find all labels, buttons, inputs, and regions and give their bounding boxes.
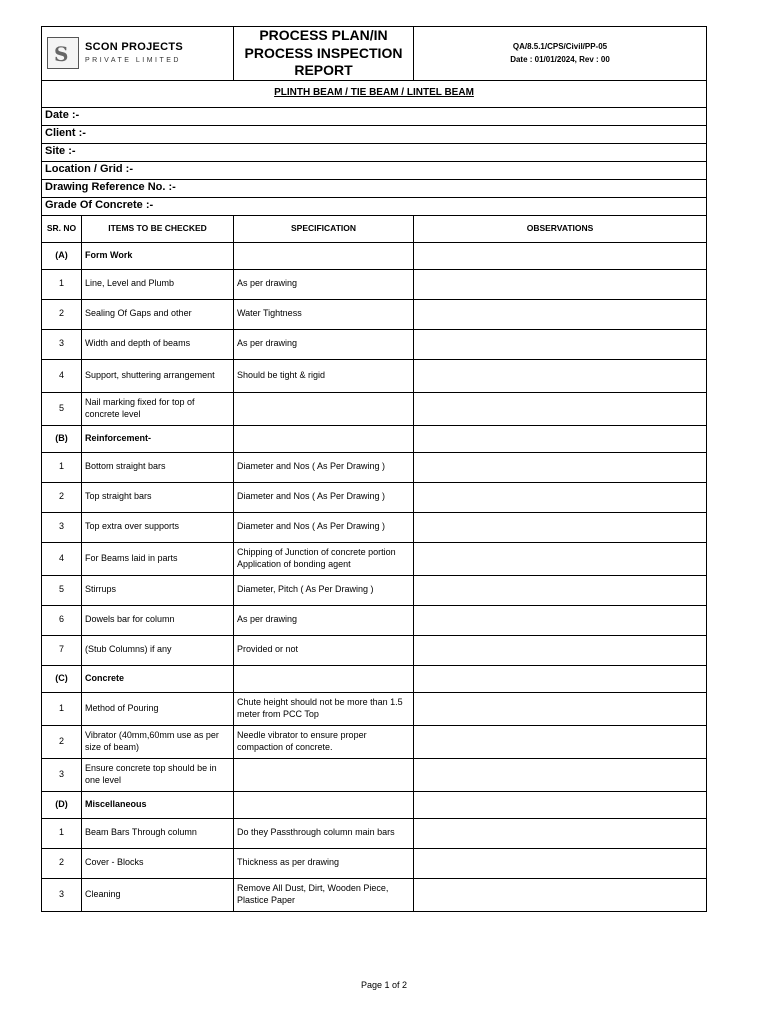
row-item: Vibrator (40mm,60mm use as per size of beam) <box>82 725 234 758</box>
section-row <box>42 791 707 818</box>
table-row <box>42 692 707 725</box>
section-row <box>42 425 707 452</box>
row-observation-field[interactable] <box>414 818 707 848</box>
row-sr-no: 1 <box>42 452 82 482</box>
field-label[interactable]: Grade Of Concrete :- <box>42 197 707 215</box>
row-specification: Should be tight & rigid <box>234 359 414 392</box>
sr-no-header: SR. NO <box>42 215 82 242</box>
row-specification: Water Tightness <box>234 299 414 329</box>
table-row <box>42 575 707 605</box>
table-row <box>42 605 707 635</box>
row-sr-no: 5 <box>42 392 82 425</box>
row-sr-no: 2 <box>42 848 82 878</box>
table-row <box>42 512 707 542</box>
row-sr-no: 3 <box>42 329 82 359</box>
row-item: Bottom straight bars <box>82 452 234 482</box>
row-specification <box>234 758 414 791</box>
row-observation-field[interactable] <box>414 635 707 665</box>
section-observation-blank <box>414 242 707 269</box>
document-date-rev: Date : 01/01/2024, Rev : 00 <box>510 54 610 64</box>
table-row <box>42 392 707 425</box>
row-observation-field[interactable] <box>414 452 707 482</box>
section-observation-blank <box>414 665 707 692</box>
row-item: (Stub Columns) if any <box>82 635 234 665</box>
row-observation-field[interactable] <box>414 878 707 911</box>
field-label[interactable]: Date :- <box>42 107 707 125</box>
row-sr-no: 3 <box>42 758 82 791</box>
items-header: ITEMS TO BE CHECKED <box>82 215 234 242</box>
company-subtitle: PRIVATE LIMITED <box>85 56 181 64</box>
field-label[interactable]: Location / Grid :- <box>42 161 707 179</box>
row-item: Dowels bar for column <box>82 605 234 635</box>
table-row <box>42 359 707 392</box>
row-sr-no: 5 <box>42 575 82 605</box>
field-row <box>42 125 707 143</box>
table-row <box>42 848 707 878</box>
section-title: Form Work <box>82 242 234 269</box>
row-observation-field[interactable] <box>414 575 707 605</box>
row-observation-field[interactable] <box>414 692 707 725</box>
company-logo-icon: S <box>47 37 79 69</box>
row-observation-field[interactable] <box>414 542 707 575</box>
row-specification: Provided or not <box>234 635 414 665</box>
table-row <box>42 299 707 329</box>
section-title: Reinforcement- <box>82 425 234 452</box>
row-item: Support, shuttering arrangement <box>82 359 234 392</box>
section-title: Miscellaneous <box>82 791 234 818</box>
row-sr-no: 1 <box>42 692 82 725</box>
field-label[interactable]: Drawing Reference No. :- <box>42 179 707 197</box>
row-sr-no: 1 <box>42 269 82 299</box>
row-observation-field[interactable] <box>414 848 707 878</box>
row-item: Ensure concrete top should be in one level <box>82 758 234 791</box>
inspection-report-page <box>41 26 706 912</box>
table-row <box>42 878 707 911</box>
table-row <box>42 482 707 512</box>
row-specification: Remove All Dust, Dirt, Wooden Piece, Plastice Paper <box>234 878 414 911</box>
row-specification: Chute height should not be more than 1.5 meter from PCC Top <box>234 692 414 725</box>
row-observation-field[interactable] <box>414 329 707 359</box>
section-label: (B) <box>42 425 82 452</box>
row-observation-field[interactable] <box>414 512 707 542</box>
row-observation-field[interactable] <box>414 482 707 512</box>
report-table <box>41 26 707 912</box>
row-specification: As per drawing <box>234 605 414 635</box>
row-sr-no: 1 <box>42 818 82 848</box>
field-row <box>42 179 707 197</box>
section-row <box>42 665 707 692</box>
section-spec-blank <box>234 791 414 818</box>
row-sr-no: 3 <box>42 878 82 911</box>
table-row <box>42 542 707 575</box>
observations-header: OBSERVATIONS <box>414 215 707 242</box>
section-spec-blank <box>234 425 414 452</box>
row-item: For Beams laid in parts <box>82 542 234 575</box>
document-code: QA/8.5.1/CPS/Civil/PP-05 <box>512 41 608 51</box>
row-sr-no: 6 <box>42 605 82 635</box>
row-sr-no: 2 <box>42 725 82 758</box>
row-item: Top extra over supports <box>82 512 234 542</box>
table-row <box>42 452 707 482</box>
table-row <box>42 725 707 758</box>
company-name: SCON PROJECTS <box>85 41 184 53</box>
report-title: PROCESS PLAN/IN PROCESS INSPECTION REPORT <box>234 27 414 81</box>
row-specification <box>234 392 414 425</box>
table-row <box>42 269 707 299</box>
row-specification: Diameter and Nos ( As Per Drawing ) <box>234 482 414 512</box>
row-item: Sealing Of Gaps and other <box>82 299 234 329</box>
company-logo-cell <box>42 27 234 81</box>
page-number: Page 1 of 2 <box>360 980 408 990</box>
column-header-row <box>42 215 707 242</box>
field-row <box>42 197 707 215</box>
field-label[interactable]: Client :- <box>42 125 707 143</box>
subtitle-row <box>42 80 707 107</box>
section-observation-blank <box>414 791 707 818</box>
row-item: Method of Pouring <box>82 692 234 725</box>
row-sr-no: 3 <box>42 512 82 542</box>
section-spec-blank <box>234 665 414 692</box>
section-title: Concrete <box>82 665 234 692</box>
specification-header: SPECIFICATION <box>234 215 414 242</box>
row-sr-no: 4 <box>42 359 82 392</box>
header-row <box>42 27 707 81</box>
row-observation-field[interactable] <box>414 299 707 329</box>
row-specification: Needle vibrator to ensure proper compaction of concrete. <box>234 725 414 758</box>
row-specification: Do they Passthrough column main bars <box>234 818 414 848</box>
report-subtitle: PLINTH BEAM / TIE BEAM / LINTEL BEAM <box>42 80 707 107</box>
row-specification: Chipping of Junction of concrete portion Application of bonding agent <box>234 542 414 575</box>
row-specification: Diameter, Pitch ( As Per Drawing ) <box>234 575 414 605</box>
row-item: Cover - Blocks <box>82 848 234 878</box>
section-label: (A) <box>42 242 82 269</box>
row-specification: Thickness as per drawing <box>234 848 414 878</box>
row-observation-field[interactable] <box>414 359 707 392</box>
row-sr-no: 7 <box>42 635 82 665</box>
row-item: Beam Bars Through column <box>82 818 234 848</box>
section-observation-blank <box>414 425 707 452</box>
row-sr-no: 4 <box>42 542 82 575</box>
row-item: Stirrups <box>82 575 234 605</box>
field-label[interactable]: Site :- <box>42 143 707 161</box>
table-row <box>42 818 707 848</box>
row-item: Line, Level and Plumb <box>82 269 234 299</box>
row-sr-no: 2 <box>42 299 82 329</box>
section-row <box>42 242 707 269</box>
row-observation-field[interactable] <box>414 758 707 791</box>
section-spec-blank <box>234 242 414 269</box>
document-reference <box>414 27 707 81</box>
row-item: Top straight bars <box>82 482 234 512</box>
row-specification: As per drawing <box>234 329 414 359</box>
section-label: (D) <box>42 791 82 818</box>
row-specification: Diameter and Nos ( As Per Drawing ) <box>234 512 414 542</box>
table-row <box>42 635 707 665</box>
field-row <box>42 143 707 161</box>
row-observation-field[interactable] <box>414 605 707 635</box>
row-item: Width and depth of beams <box>82 329 234 359</box>
table-row <box>42 758 707 791</box>
row-specification: As per drawing <box>234 269 414 299</box>
row-observation-field[interactable] <box>414 392 707 425</box>
field-row <box>42 161 707 179</box>
row-observation-field[interactable] <box>414 269 707 299</box>
row-observation-field[interactable] <box>414 725 707 758</box>
table-row <box>42 329 707 359</box>
row-specification: Diameter and Nos ( As Per Drawing ) <box>234 452 414 482</box>
row-item: Cleaning <box>82 878 234 911</box>
row-sr-no: 2 <box>42 482 82 512</box>
row-item: Nail marking fixed for top of concrete level <box>82 392 234 425</box>
section-label: (C) <box>42 665 82 692</box>
field-row <box>42 107 707 125</box>
